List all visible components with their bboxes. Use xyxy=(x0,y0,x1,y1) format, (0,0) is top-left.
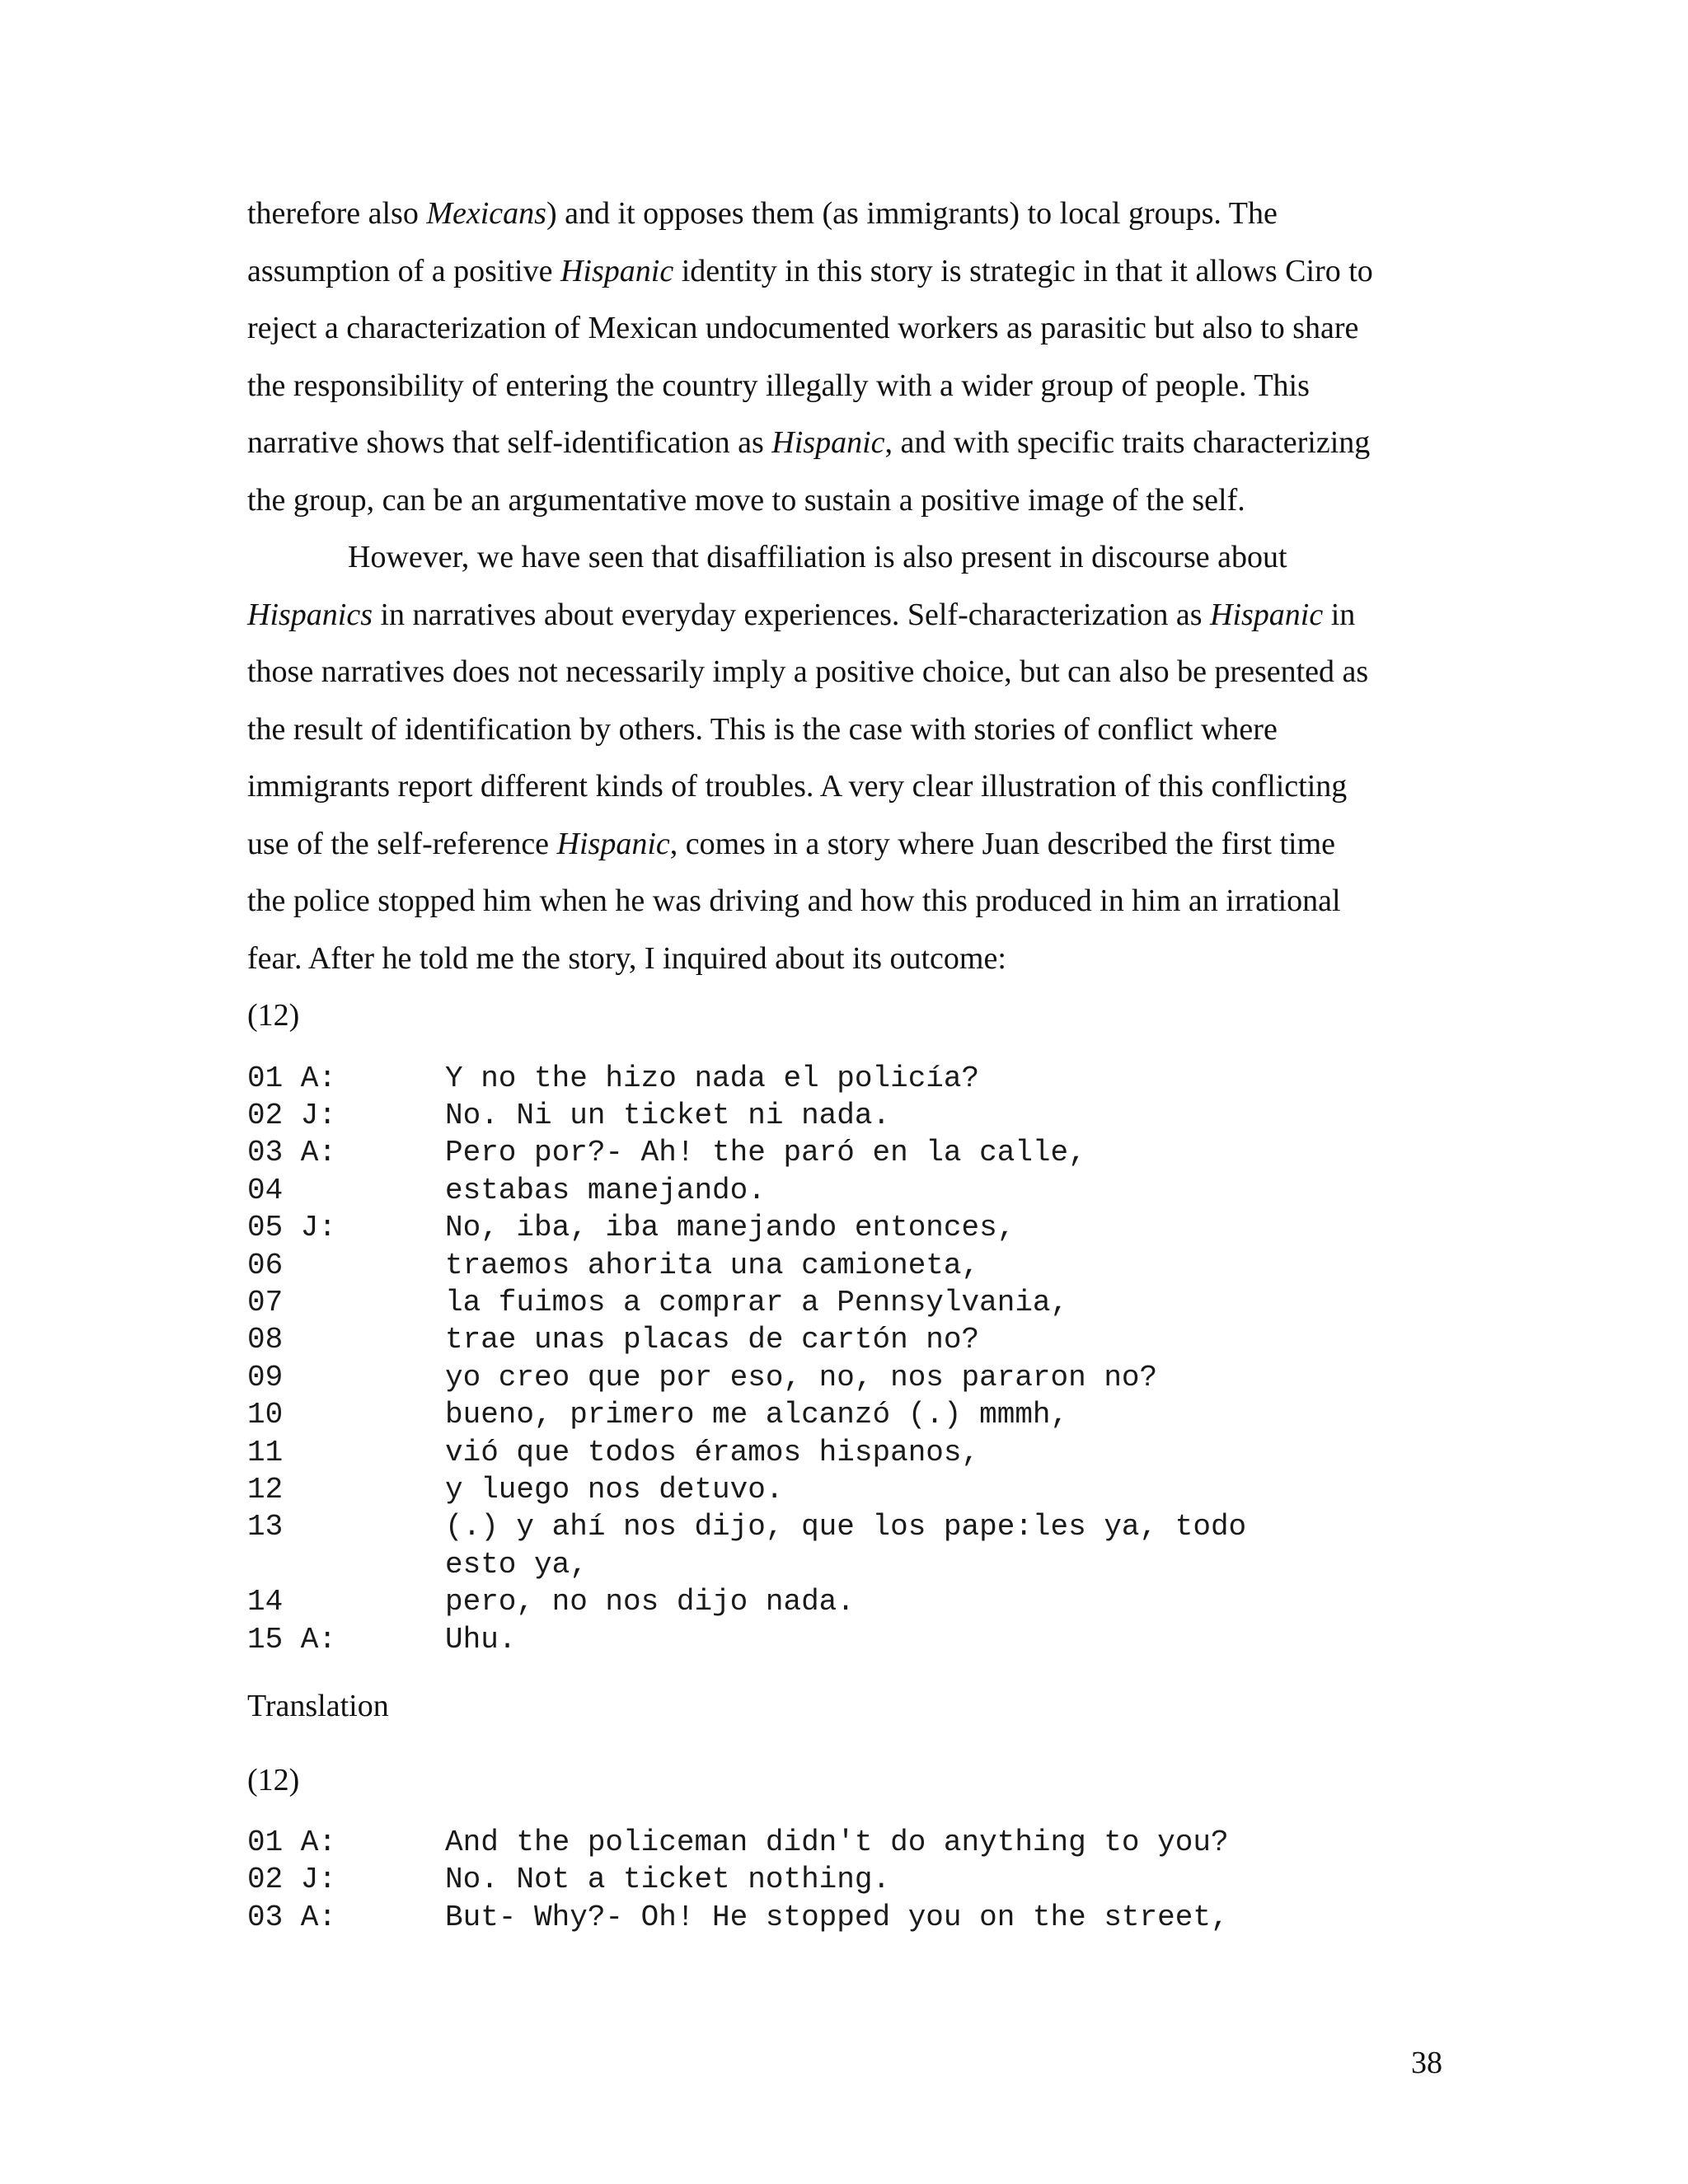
paragraph-1 xyxy=(247,185,1442,529)
utterance: No. Not a ticket nothing. xyxy=(445,1863,891,1897)
line-number-speaker: 15 A: xyxy=(247,1622,337,1657)
utterance: esto ya, xyxy=(445,1547,588,1582)
utterance: vió que todos éramos hispanos, xyxy=(445,1435,980,1469)
utterance: y luego nos detuvo. xyxy=(445,1472,784,1507)
transcript-line xyxy=(247,1060,1442,1097)
utterance: No, iba, iba manejando entonces, xyxy=(445,1211,1015,1245)
utterance: yo creo que por eso, no, nos pararon no? xyxy=(445,1360,1158,1394)
text-line xyxy=(247,300,1442,358)
line-number-speaker: 07 xyxy=(247,1285,284,1319)
utterance: Pero por?- Ah! the paró en la calle, xyxy=(445,1136,1086,1170)
line-number-speaker: 05 J: xyxy=(247,1211,337,1245)
line-number-speaker: 02 J: xyxy=(247,1863,337,1897)
line-number-speaker: 14 xyxy=(247,1585,284,1619)
transcript-line xyxy=(247,1359,1442,1396)
transcript-line xyxy=(247,1471,1442,1508)
text-line xyxy=(247,472,1442,530)
transcript-spanish xyxy=(247,1060,1442,1659)
utterance: And the policeman didn't do anything to you? xyxy=(445,1825,1229,1859)
italic-term: Hispanic xyxy=(1210,597,1324,632)
transcript-line xyxy=(247,1899,1442,1936)
utterance: But- Why?- Oh! He stopped you on the street, xyxy=(445,1900,1229,1934)
line-number-speaker: 11 xyxy=(247,1435,284,1469)
page-body xyxy=(247,185,1442,1936)
text-run: However, we have seen that disaffiliation is also present in discourse about xyxy=(348,540,1287,574)
paragraph-2 xyxy=(247,529,1442,987)
utterance: estabas manejando. xyxy=(445,1173,766,1207)
transcript-line xyxy=(247,1247,1442,1284)
text-run: in narratives about everyday experiences. Self-characterization as xyxy=(373,597,1210,632)
utterance: traemos ahorita una camioneta, xyxy=(445,1248,980,1282)
text-run: reject a characterization of Mexican undocumented workers as parasitic but also to share xyxy=(247,311,1359,345)
translation-example-number: (12) xyxy=(247,1762,300,1797)
line-number-speaker: 01 A: xyxy=(247,1825,337,1859)
line-number-speaker: 03 A: xyxy=(247,1136,337,1170)
italic-term: Mexicans xyxy=(426,196,546,231)
transcript-line xyxy=(247,1861,1442,1898)
text-run: the group, can be an argumentative move to sustain a positive image of the self. xyxy=(247,482,1245,518)
transcript-line xyxy=(247,1284,1442,1321)
utterance: (.) y ahí nos dijo, que los pape:les ya, todo xyxy=(445,1510,1247,1544)
text-run: immigrants report different kinds of troubles. A very clear illustration of this conflicting xyxy=(247,769,1348,804)
utterance: pero, no nos dijo nada. xyxy=(445,1585,855,1619)
example-number: (12) xyxy=(247,998,300,1033)
text-run: the responsibility of entering the country illegally with a wider group of people. This xyxy=(247,368,1310,403)
transcript-line xyxy=(247,1824,1442,1861)
text-line xyxy=(247,185,1442,243)
text-run: therefore also xyxy=(247,196,427,231)
italic-term: Hispanic xyxy=(771,425,885,460)
text-run: , and with specific traits characterizing xyxy=(884,425,1371,460)
text-run: use of the self-reference xyxy=(247,826,557,861)
transcript-english xyxy=(247,1824,1442,1936)
line-number-speaker: 03 A: xyxy=(247,1900,337,1934)
utterance: la fuimos a comprar a Pennsylvania, xyxy=(445,1285,1069,1319)
text-line xyxy=(247,701,1442,759)
translation-label: Translation xyxy=(247,1689,389,1723)
text-run: the result of identification by others. This is the case with stories of conflict where xyxy=(247,711,1278,747)
transcript-line xyxy=(247,1583,1442,1620)
text-line xyxy=(247,873,1442,930)
text-run: assumption of a positive xyxy=(247,253,560,288)
line-number-speaker: 13 xyxy=(247,1510,284,1544)
transcript-line xyxy=(247,1621,1442,1658)
text-line xyxy=(247,644,1442,701)
transcript-line xyxy=(247,1321,1442,1358)
text-run: narrative shows that self-identification as xyxy=(247,425,772,460)
text-run: fear. After he told me the story, I inquired about its outcome: xyxy=(247,940,1006,976)
text-line xyxy=(247,758,1442,816)
text-run: ) and it opposes them (as immigrants) to local groups. The xyxy=(546,196,1278,231)
utterance: Uhu. xyxy=(445,1622,517,1657)
line-number-speaker: 06 xyxy=(247,1248,284,1282)
text-line xyxy=(247,816,1442,874)
utterance: Y no the hizo nada el policía? xyxy=(445,1061,980,1095)
transcript-line xyxy=(247,1508,1442,1545)
text-line xyxy=(247,358,1442,415)
text-run: , comes in a story where Juan described the first time xyxy=(669,826,1336,861)
utterance: No. Ni un ticket ni nada. xyxy=(445,1098,891,1132)
line-number-speaker: 08 xyxy=(247,1323,284,1357)
italic-term: Hispanics xyxy=(247,597,373,632)
text-line xyxy=(247,415,1442,472)
line-number-speaker xyxy=(247,1546,445,1583)
text-line xyxy=(247,529,1442,587)
transcript-line xyxy=(247,1396,1442,1433)
transcript-line xyxy=(247,1172,1442,1209)
line-number-speaker: 04 xyxy=(247,1173,284,1207)
transcript-line xyxy=(247,1434,1442,1471)
utterance: bueno, primero me alcanzó (.) mmmh, xyxy=(445,1398,1069,1432)
line-number-speaker: 09 xyxy=(247,1360,284,1394)
transcript-line xyxy=(247,1134,1442,1171)
italic-term: Hispanic xyxy=(560,253,674,288)
line-number-speaker: 01 A: xyxy=(247,1061,337,1095)
line-number-speaker: 10 xyxy=(247,1398,284,1432)
text-run: identity in this story is strategic in that it allows Ciro to xyxy=(673,253,1373,288)
line-number-speaker: 12 xyxy=(247,1472,284,1507)
line-number-speaker: 02 J: xyxy=(247,1098,337,1132)
transcript-line xyxy=(247,1546,1442,1583)
transcript-line xyxy=(247,1209,1442,1246)
text-line xyxy=(247,587,1442,644)
transcript-line xyxy=(247,1097,1442,1134)
italic-term: Hispanic xyxy=(556,826,670,861)
page-number: 38 xyxy=(1411,2046,1442,2080)
text-line xyxy=(247,930,1442,988)
utterance: trae unas placas de cartón no? xyxy=(445,1323,980,1357)
text-line xyxy=(247,243,1442,301)
text-run: the police stopped him when he was driving and how this produced in him an irrational xyxy=(247,883,1341,918)
text-run: in xyxy=(1323,597,1356,632)
text-run: those narratives does not necessarily imply a positive choice, but can also be presented as xyxy=(247,654,1369,689)
